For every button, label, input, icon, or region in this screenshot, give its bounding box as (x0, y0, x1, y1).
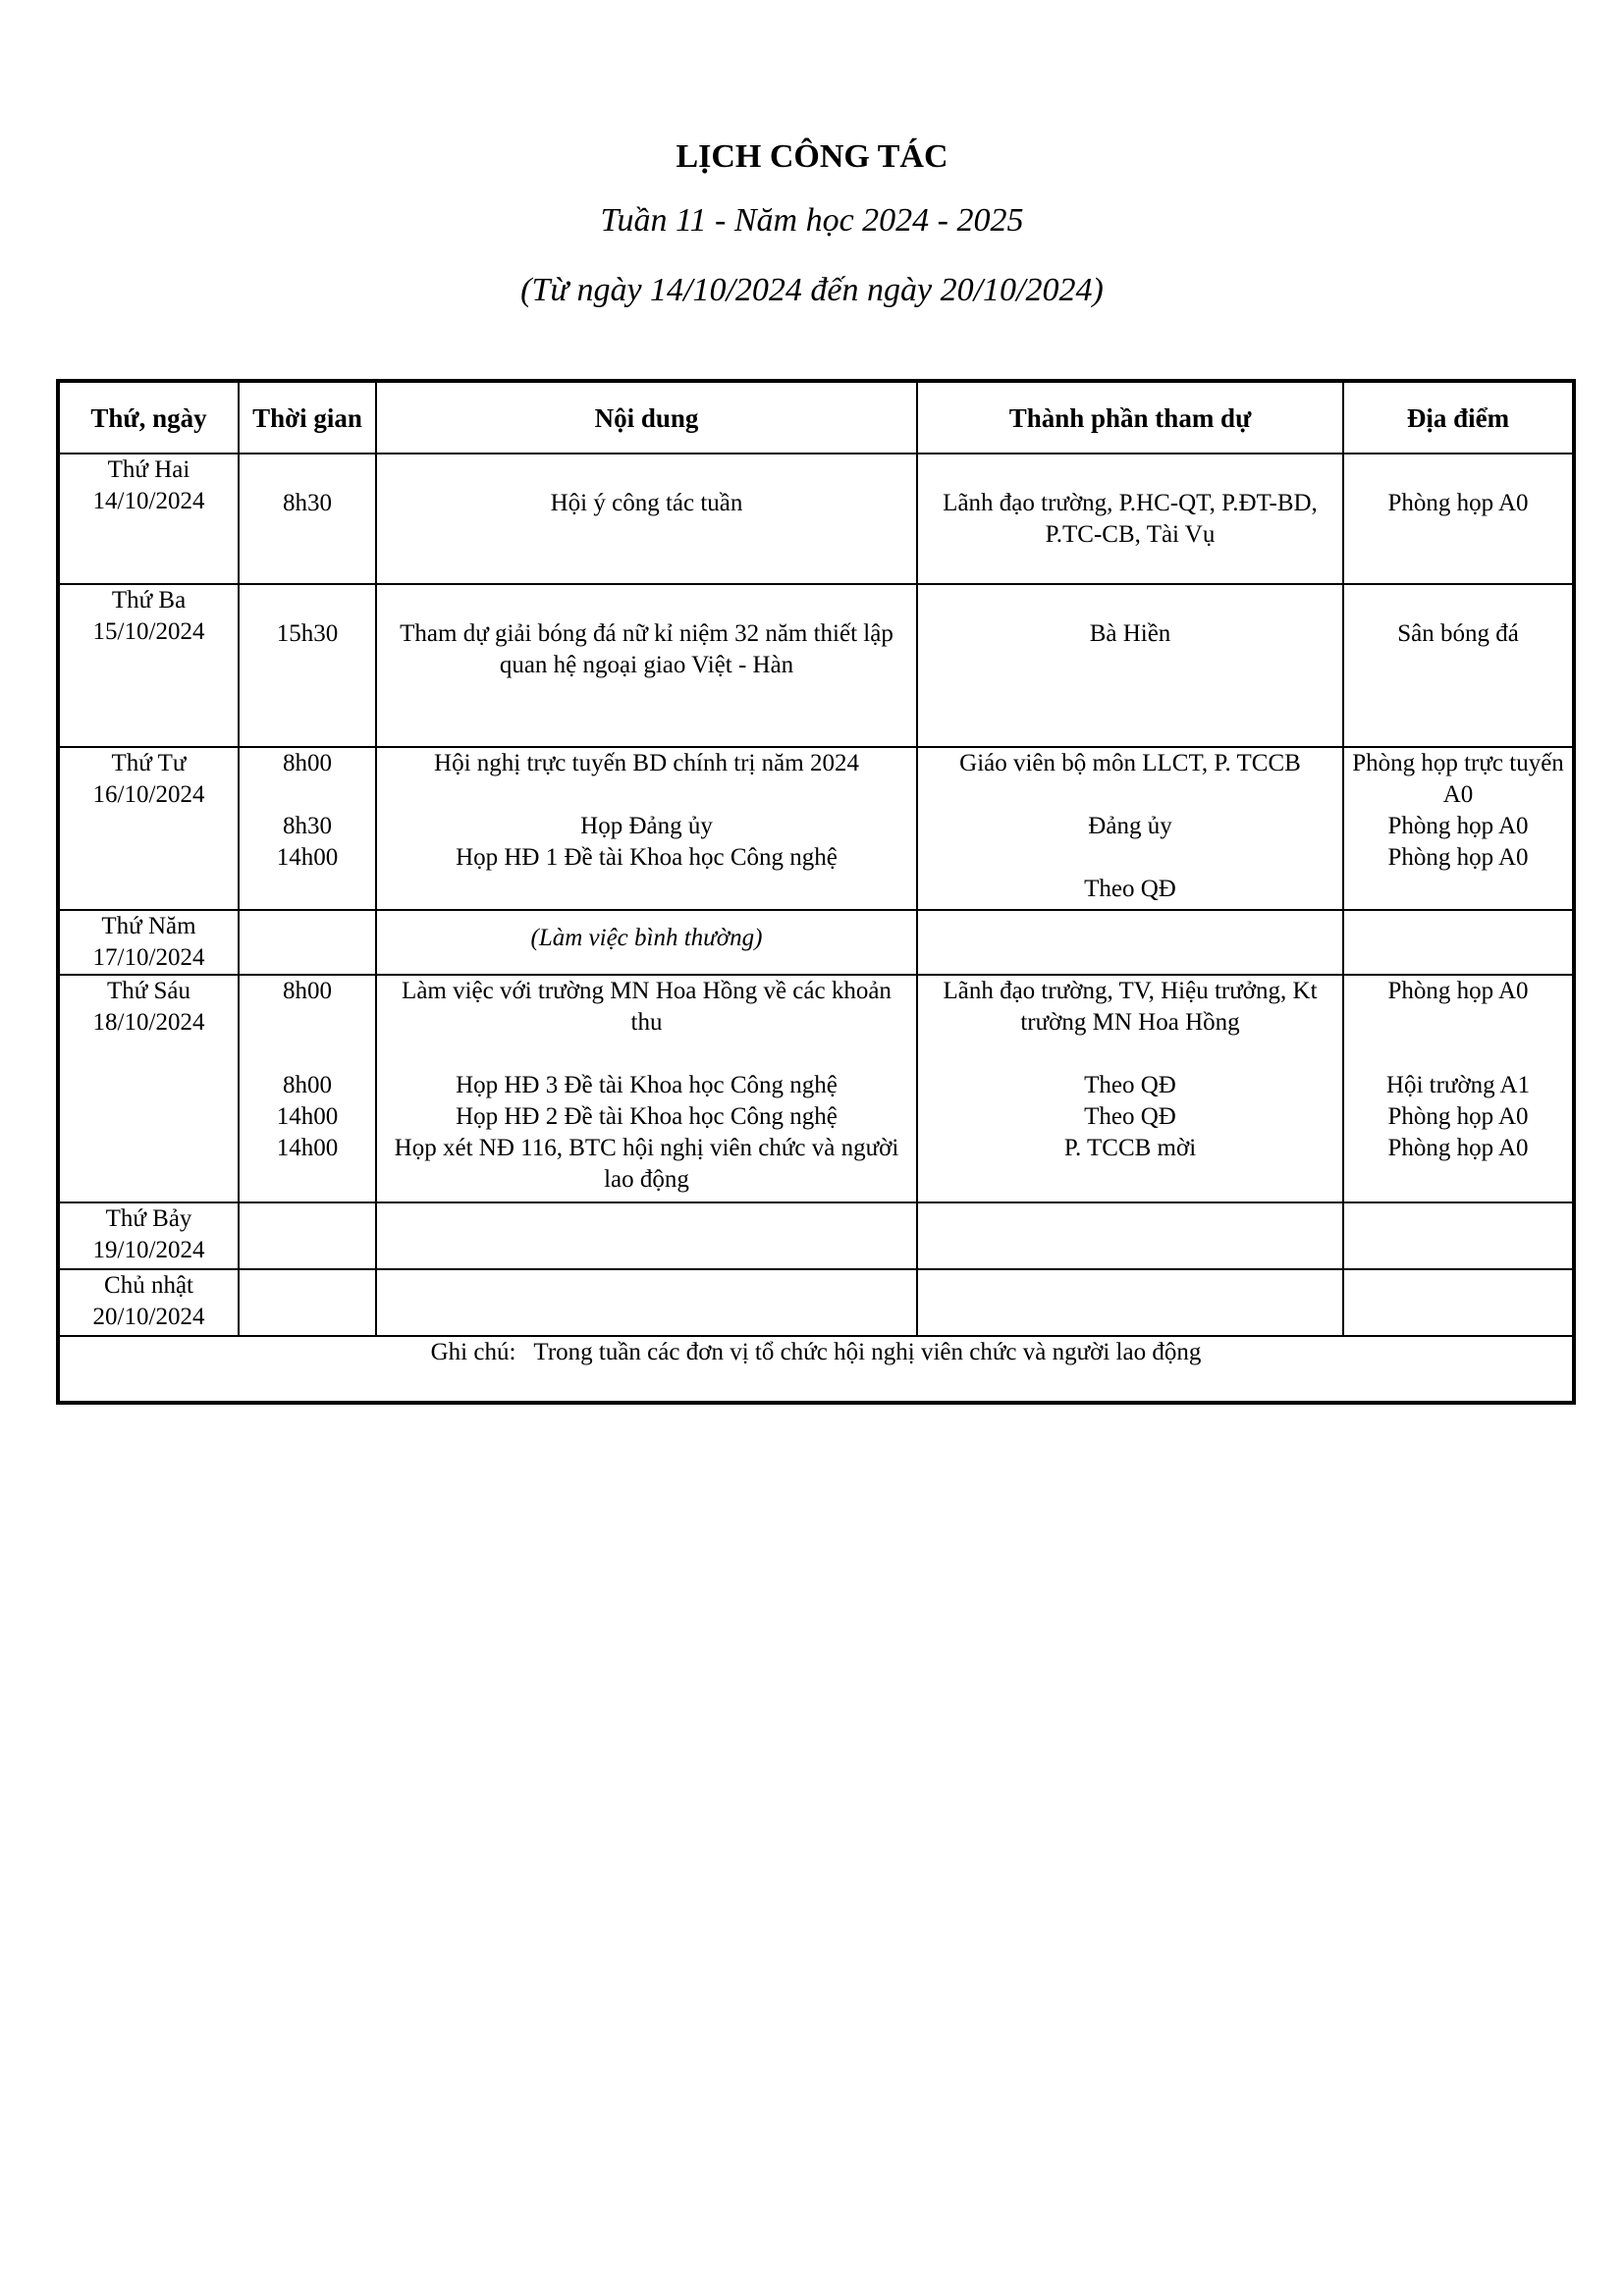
location-cell (1343, 1269, 1574, 1336)
date-range: (Từ ngày 14/10/2024 đến ngày 20/10/2024) (520, 272, 1104, 308)
participants-cell (917, 1269, 1343, 1336)
participants-cell (917, 910, 1343, 975)
time-cell: 15h30 (239, 584, 376, 747)
col-header-participants: Thành phần tham dự (917, 381, 1343, 454)
col-header-day: Thứ, ngày (58, 381, 239, 454)
col-header-location: Địa điểm (1343, 381, 1574, 454)
col-header-content: Nội dung (376, 381, 917, 454)
participants-cell: Giáo viên bộ môn LLCT, P. TCCB Đảng ủy Theo QĐ (917, 747, 1343, 910)
content-cell: Tham dự giải bóng đá nữ kỉ niệm 32 năm thiết lập quan hệ ngoại giao Việt - Hàn (376, 584, 917, 747)
col-header-time: Thời gian (239, 381, 376, 454)
day-cell: Thứ Năm 17/10/2024 (58, 910, 239, 975)
time-cell: 8h00 8h30 14h00 (239, 747, 376, 910)
table-row (58, 910, 1574, 975)
day-cell: Thứ Sáu 18/10/2024 (58, 975, 239, 1202)
participants-cell (917, 1202, 1343, 1269)
time-cell (239, 1269, 376, 1336)
note-text: Trong tuần các đơn vị tổ chức hội nghị viên chức và người lao động (533, 1339, 1202, 1365)
content-cell (376, 1202, 917, 1269)
content-cell: Hội ý công tác tuần (376, 454, 917, 584)
location-cell: Phòng họp A0 (1343, 454, 1574, 584)
content-cell: Làm việc với trường MN Hoa Hồng về các khoản thu Họp HĐ 3 Đề tài Khoa học Công nghệ Họp HĐ 2 Đề tài Khoa học Công nghệ Họp xét NĐ 116, BTC hội nghị viên chức và người lao động (376, 975, 917, 1202)
time-cell (239, 910, 376, 975)
day-cell: Thứ Bảy 19/10/2024 (58, 1202, 239, 1269)
content-cell: Hội nghị trực tuyến BD chính trị năm 2024 Họp Đảng ủy Họp HĐ 1 Đề tài Khoa học Công nghệ (376, 747, 917, 910)
location-cell: Sân bóng đá (1343, 584, 1574, 747)
note-row (58, 1336, 1574, 1403)
participants-cell: Lãnh đạo trường, TV, Hiệu trưởng, Kt trường MN Hoa Hồng Theo QĐ Theo QĐ P. TCCB mời (917, 975, 1343, 1202)
location-cell (1343, 1202, 1574, 1269)
day-cell: Thứ Hai 14/10/2024 (58, 454, 239, 584)
time-cell: 8h00 8h00 14h00 14h00 (239, 975, 376, 1202)
time-cell: 8h30 (239, 454, 376, 584)
table-header-row (58, 381, 1574, 454)
participants-cell: Bà Hiền (917, 584, 1343, 747)
table-row (58, 584, 1574, 747)
location-cell: Phòng họp trực tuyến A0 Phòng họp A0 Phòng họp A0 (1343, 747, 1574, 910)
schedule-table (56, 379, 1576, 1405)
table-row (58, 1269, 1574, 1336)
day-cell: Thứ Ba 15/10/2024 (58, 584, 239, 747)
page-title: LỊCH CÔNG TÁC (676, 138, 948, 175)
participants-cell: Lãnh đạo trường, P.HC-QT, P.ĐT-BD, P.TC-CB, Tài Vụ (917, 454, 1343, 584)
day-cell: Thứ Tư 16/10/2024 (58, 747, 239, 910)
note-cell (58, 1336, 1574, 1403)
location-cell (1343, 910, 1574, 975)
table-row (58, 454, 1574, 584)
table-row (58, 747, 1574, 910)
week-subtitle: Tuần 11 - Năm học 2024 - 2025 (600, 202, 1024, 239)
content-cell (376, 1269, 917, 1336)
table-row (58, 975, 1574, 1202)
day-cell: Chủ nhật 20/10/2024 (58, 1269, 239, 1336)
content-cell: (Làm việc bình thường) (376, 910, 917, 975)
location-cell: Phòng họp A0 Hội trường A1 Phòng họp A0 Phòng họp A0 (1343, 975, 1574, 1202)
table-row (58, 1202, 1574, 1269)
time-cell (239, 1202, 376, 1269)
note-label: Ghi chú: (430, 1339, 516, 1365)
